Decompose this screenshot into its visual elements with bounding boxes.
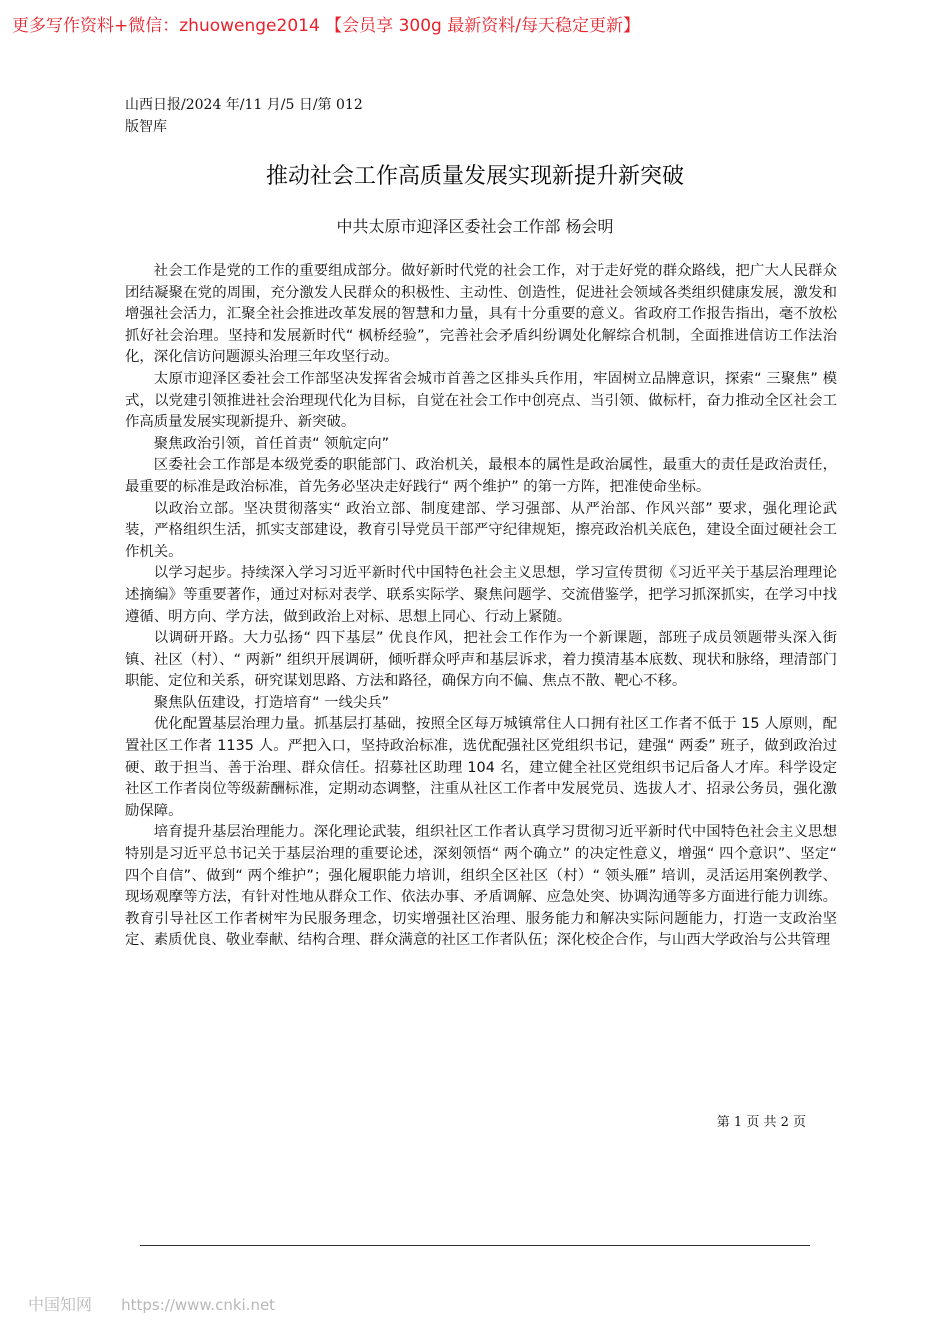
paragraph: 培育提升基层治理能力。深化理论武装，组织社区工作者认真学习贯彻习近平新时代中国特色社会主义思想特别是习近平总书记关于基层治理的重要论述，深刻领悟“ 两个确立” 的决定性意义，增强“ 四个意识”、坚定“ 四个自信”、做到“ 两个维护”；强化履职能力培训，组织全区社区（村）“ 领头雁” 培训，灵活运用案例教学、现场观摩等方法，有针对性地从群众工作、依法办事、矛盾调解、应急处突、协调沟通等多方面进行能力训练。教育引导社区工作者树牢为民服务理念，切实增强社区治理、服务能力和解决实际问题能力，打造一支政治坚定、素质优良、敬业奉献、结构合理、群众满意的社区工作者队伍；深化校企合作，与山西大学政治与公共管理 xyxy=(125,824,837,949)
footer-divider xyxy=(140,1245,810,1246)
watermark-url: https://www.cnki.net xyxy=(121,1296,276,1314)
section-heading: 聚焦队伍建设，打造培育“ 一线尖兵” xyxy=(153,694,390,711)
source-info xyxy=(125,94,363,138)
promo-banner: 更多写作资料+微信：zhuowenge2014 【会员享 300g 最新资料/每天稳定更新】 xyxy=(12,16,640,36)
watermark-name: 中国知网 xyxy=(28,1295,93,1314)
paragraph: 以学习起步。持续深入学习习近平新时代中国特色社会主义思想，学习宣传贯彻《习近平关于基层治理理论述摘编》等重要著作，通过对标对表学、联系实际学、聚焦问题学、交流借鉴学，把学习抓深抓实，在学习中找遵循、明方向、学方法，做到政治上对标、思想上同心、行动上紧随。 xyxy=(125,565,837,625)
article-title: 推动社会工作高质量发展实现新提升新突破 xyxy=(265,164,684,189)
source-line-1: 山西日报/2024 年/11 月/5 日/第 012 xyxy=(125,97,363,113)
cnki-watermark xyxy=(28,1294,275,1316)
paragraph: 太原市迎泽区委社会工作部坚决发挥省会城市首善之区排头兵作用，牢固树立品牌意识，探索“ 三聚焦” 模式，以党建引领推进社会治理现代化为目标，自觉在社会工作中创亮点、当引领、做标杆，奋力推动全区社会工作高质量发展实现新提升、新突破。 xyxy=(125,370,837,431)
article-body xyxy=(125,261,837,952)
paragraph: 社会工作是党的工作的重要组成部分。做好新时代党的社会工作，对于走好党的群众路线，把广大人民群众团结凝聚在党的周围，充分激发人民群众的积极性、主动性、创造性，促进社会领域各类组织健康发展，激发和增强社会活力，汇聚全社会推进改革发展的智慧和力量，具有十分重要的意义。省政府工作报告指出，毫不放松抓好社会治理。坚持和发展新时代“ 枫桥经验”，完善社会矛盾纠纷调处化解综合机制，全面推进信访工作法治化，深化信访问题源头治理三年攻坚行动。 xyxy=(125,263,837,366)
article-author: 中共太原市迎泽区委社会工作部 杨会明 xyxy=(336,217,614,236)
page-number: 第 1 页 共 2 页 xyxy=(716,1115,806,1130)
paragraph: 以调研开路。大力弘扬“ 四下基层” 优良作风，把社会工作作为一个新课题，部班子成员领题带头深入街镇、社区（村）、“ 两新” 组织开展调研，倾听群众呼声和基层诉求，着力摸清基本底数、现状和脉络，理清部门职能、定位和关系，研究谋划思路、方法和路径，确保方向不偏、焦点不散、靶心不移。 xyxy=(125,630,837,690)
source-line-2: 版智库 xyxy=(125,119,167,135)
paragraph: 优化配置基层治理力量。抓基层打基础，按照全区每万城镇常住人口拥有社区工作者不低于 15 人原则，配置社区工作者 1135 人。严把入口，坚持政治标准，选优配强社区党组织书记，建强“ 两委” 班子，做到政治过硬、敢于担当、善于治理、群众信任。招募社区助理 104 名，建立健全社区党组织书记后备人才库。科学设定社区工作者岗位等级薪酬标准，定期动态调整，注重从社区工作者中发展党员、选拔人才、招录公务员，强化激励保障。 xyxy=(125,716,837,819)
paragraph: 区委社会工作部是本级党委的职能部门、政治机关，最根本的属性是政治属性，最重大的责任是政治责任，最重要的标准是政治标准，首先务必坚决走好践行“ 两个维护” 的第一方阵，把准使命坐标。 xyxy=(125,457,837,495)
section-heading: 聚焦政治引领，首任首责“ 领航定向” xyxy=(153,435,390,452)
paragraph: 以政治立部。坚决贯彻落实“ 政治立部、制度建部、学习强部、从严治部、作风兴部” 要求，强化理论武装，严格组织生活，抓实支部建设，教育引导党员干部严守纪律规矩，擦亮政治机关底色，建设全面过硬社会工作机关。 xyxy=(125,500,837,560)
